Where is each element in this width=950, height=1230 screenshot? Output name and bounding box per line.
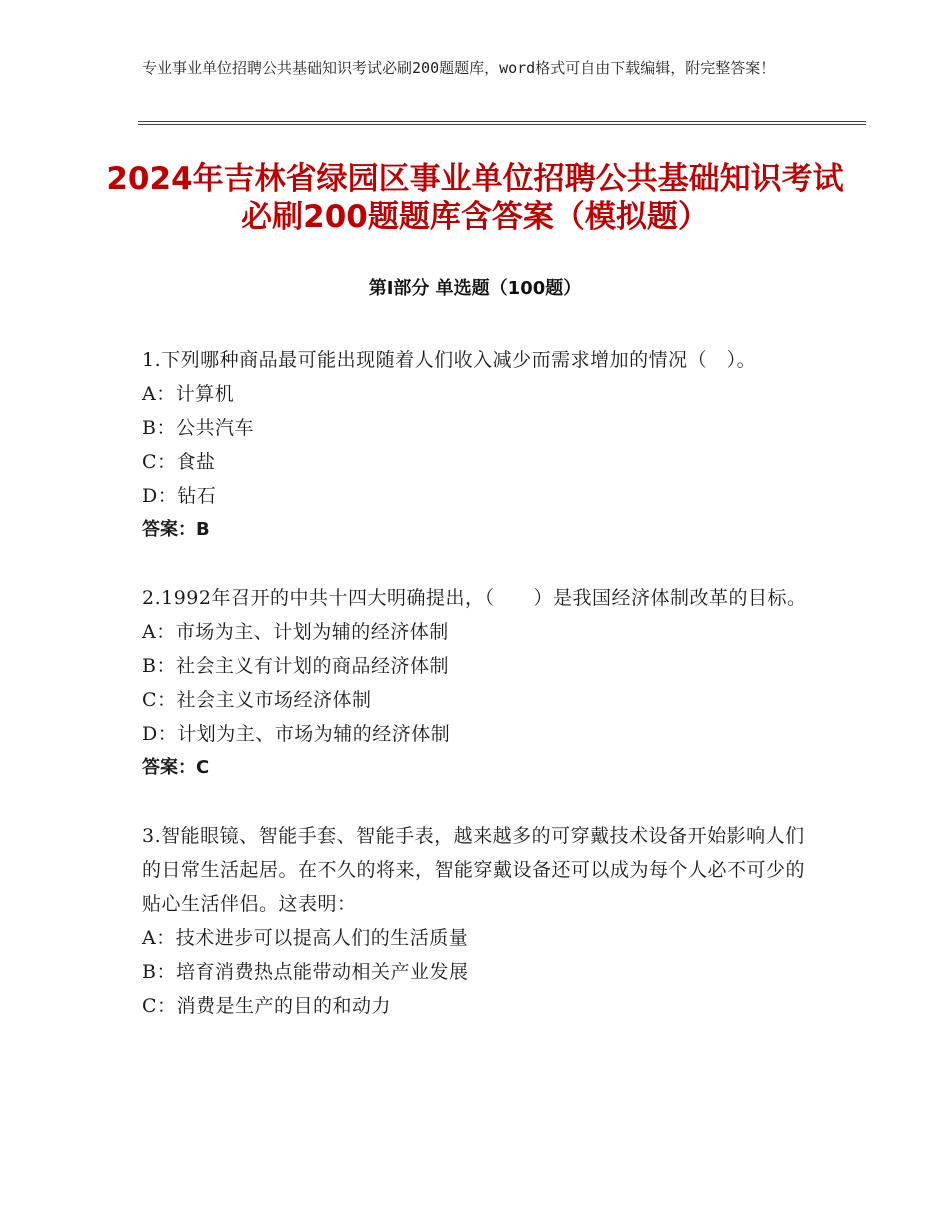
section-heading: 第Ⅰ部分 单选题（100题） [368,278,582,299]
question-1 [142,343,807,547]
document-title: 2024年吉林省绿园区事业单位招聘公共基础知识考试必刷200题题库含答案（模拟题） [106,161,844,235]
header-divider [138,121,866,122]
question-list [142,343,807,1057]
option-b: B：培育消费热点能带动相关产业发展 [142,961,469,983]
header-note: 专业事业单位招聘公共基础知识考试必刷200题题库，word格式可自由下载编辑，附完整答案！ [142,59,776,77]
option-b: B：社会主义有计划的商品经济体制 [142,655,449,677]
question-stem: 3.智能眼镜、智能手套、智能手表，越来越多的可穿戴技术设备开始影响人们的日常生活起居。在不久的将来，智能穿戴设备还可以成为每个人必不可少的贴心生活伴侣。这表明： [142,825,806,915]
question-stem: 1.下列哪种商品最可能出现随着人们收入减少而需求增加的情况（ ）。 [142,349,757,371]
answer-label: 答案：C [142,757,210,778]
option-d: D：计划为主、市场为辅的经济体制 [142,723,451,745]
option-a: A：市场为主、计划为辅的经济体制 [142,621,449,643]
header-divider-secondary [138,124,866,125]
answer-label: 答案：B [142,519,210,540]
question-stem: 2.1992年召开的中共十四大明确提出，（ ）是我国经济体制改革的目标。 [142,587,807,609]
option-c: C：食盐 [142,451,216,473]
option-d: D：钻石 [142,485,217,507]
option-a: A：技术进步可以提高人们的生活质量 [142,927,469,949]
question-3 [142,819,807,1023]
option-c: C：消费是生产的目的和动力 [142,995,392,1017]
option-c: C：社会主义市场经济体制 [142,689,372,711]
option-a: A：计算机 [142,383,235,405]
option-b: B：公共汽车 [142,417,254,439]
question-2 [142,581,807,785]
